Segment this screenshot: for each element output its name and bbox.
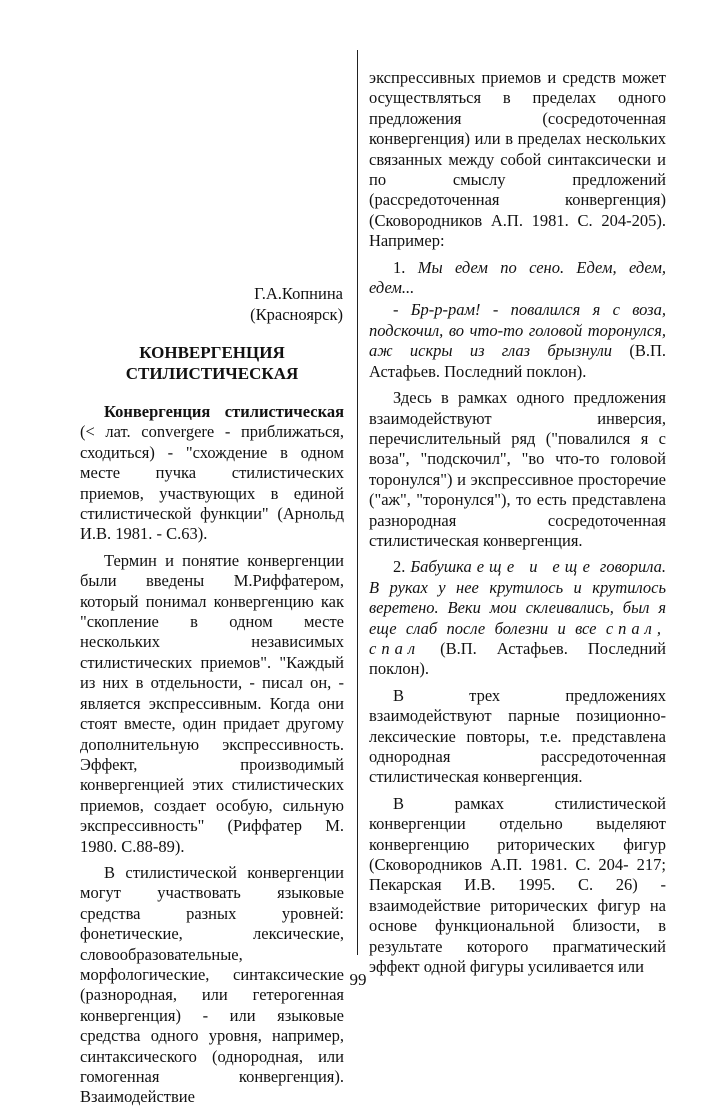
article-title	[80, 343, 344, 384]
example-number: 1.	[393, 257, 418, 277]
right-paragraph-4: В рамках стилистической конвергенции отдельно выделяют конвергенцию риторических фигур (Сковородников А.П. 1981. С. 204- 217; Пекарская И.В. 1995. С. 26) - взаимодействие риторических фигур на основе функциональной близости, в результате которого прагматический эффект одной фигуры усиливается или	[369, 793, 666, 977]
right-paragraph-1: экспрессивных приемов и средств может осуществляться в пределах одного предложения (сосредоточенная конвергенция) или в пределах нескольких связанных между собой синтаксически и по смыслу предложений (рассредоточенная конвергенция) (Сковородников А.П. 1981. С. 204-205). Например:	[369, 68, 666, 251]
example-2	[369, 557, 666, 679]
example-1-source: (В.П. Астафьев. Последний поклон).	[369, 341, 666, 381]
column-divider	[357, 50, 358, 955]
example-1	[369, 258, 666, 299]
example-1-continued	[369, 300, 666, 382]
example-2-quote-c: говорила. В руках у нее крутилось и крутилось веретено. Веки мои склеивались, был я еще слаб после болезни и все	[369, 557, 667, 638]
example-2-source: (В.П. Астафьев. Последний поклон).	[369, 638, 666, 679]
example-number: 2.	[393, 557, 411, 577]
right-paragraph-3: В трех предложениях взаимодействуют парные позиционно-лексические повторы, т.е. представлена однородная рассредоточенная стилистическая конвергенция.	[369, 685, 666, 787]
example-2-spaced: еще и еще	[476, 557, 595, 577]
title-line-2: СТИЛИСТИЧЕСКАЯ	[125, 363, 299, 383]
left-column	[80, 402, 344, 1108]
author-block	[250, 284, 343, 325]
paragraph-2: Термин и понятие конвергенции были введены М.Риффатером, который понимал конвергенцию как "скопление в одном месте нескольких независимых стилистических приемов". "Каждый из них в отдельности, - писал он, - является экспрессивным. Когда они стоят вместе, один придает другому дополнительную экспрессивность. Эффект, производимый конвергенцией этих стилистических приемов, создает особую, сильную экспрессивность" (Риффатер М. 1980. С.88-89).	[80, 550, 344, 856]
right-column	[369, 68, 666, 977]
example-2-quote-a: Бабушка	[410, 557, 472, 577]
right-paragraph-2: Здесь в рамках одного предложения взаимодействуют инверсия, перечислительный ряд ("повалился я с воза", "подскочил", "во что-то головой торонулся") и экспрессивное просторечие ("аж", "торонулся"), то есть представлена разнородная сосредоточенная стилистическая конвергенция.	[369, 388, 666, 550]
definition-text: (< лат. convergere - приближаться, сходиться) - "схождение в одном месте пучка стилистических приемов, участвующих в единой стилистической функции" (Арнольд И.В. 1981. - С.63).	[80, 422, 344, 544]
term: Конвергенция стилистическая	[104, 402, 344, 421]
paragraph-3: В стилистической конвергенции могут участвовать языковые средства разных уровней: фонетические, лексические, словообразовательные, морфологические, синтаксические (разнородная, или гетерогенная конвергенция) - или языковые средства одного уровня, например, синтаксического (однородная, или гомогенная конвергенция). Взаимодействие	[80, 862, 344, 1107]
example-1-quote-b: - Бр-р-рам! - повалился я с воза, подскочил, во что-то головой торонулся, аж искры из глаз брызнули	[369, 300, 666, 361]
definition-paragraph	[80, 402, 344, 545]
title-line-1: КОНВЕРГЕНЦИЯ	[139, 343, 285, 362]
example-1-quote-a: Мы едем по сено. Едем, едем, едем...	[369, 257, 667, 298]
author-city: (Красноярск)	[250, 304, 343, 324]
author-name: Г.А.Копнина	[254, 284, 343, 303]
example-2-spaced-2: спал, спал	[369, 618, 667, 658]
page-number: 99	[349, 970, 367, 989]
